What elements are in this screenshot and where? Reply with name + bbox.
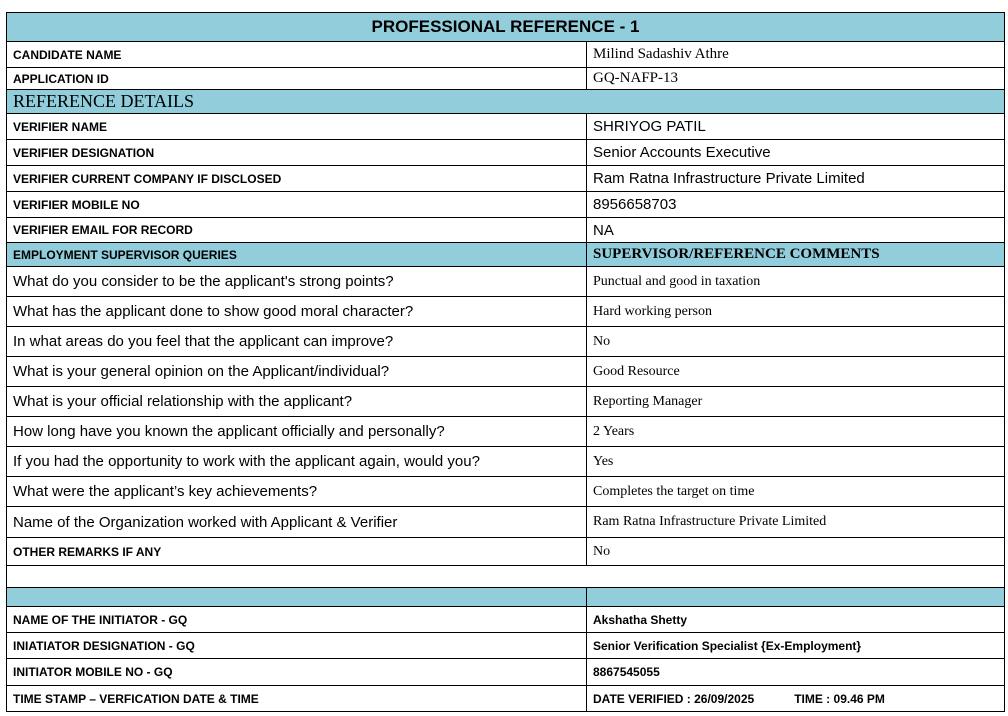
blank-blue-cell: [7, 588, 587, 607]
answer: Punctual and good in taxation: [587, 267, 1005, 297]
time-verified: TIME : 09.46 PM: [794, 691, 885, 706]
answer: Good Resource: [587, 357, 1005, 387]
answer: Reporting Manager: [587, 387, 1005, 417]
verifier-mobile-label: VERIFIER MOBILE NO: [7, 192, 587, 218]
question: How long have you known the applicant officially and personally?: [7, 417, 587, 447]
reference-table: [6, 12, 1005, 712]
answer: 2 Years: [587, 417, 1005, 447]
answer: Yes: [587, 447, 1005, 477]
verifier-designation-label: VERIFIER DESIGNATION: [7, 140, 587, 166]
initiator-name-label: NAME OF THE INITIATOR - GQ: [7, 607, 587, 633]
initiator-mobile-label: INITIATOR MOBILE NO - GQ: [7, 659, 587, 686]
verifier-designation-value: Senior Accounts Executive: [587, 140, 1005, 166]
verifier-name-value: SHRIYOG PATIL: [587, 114, 1005, 140]
timestamp-label: TIME STAMP – VERFICATION DATE & TIME: [7, 686, 587, 712]
reference-details-heading: REFERENCE DETAILS: [7, 90, 1005, 114]
timestamp-value: [587, 686, 1005, 712]
answer: Ram Ratna Infrastructure Private Limited: [587, 507, 1005, 538]
queries-header: EMPLOYMENT SUPERVISOR QUERIES: [7, 243, 587, 267]
verifier-company-label: VERIFIER CURRENT COMPANY IF DISCLOSED: [7, 166, 587, 192]
blank-blue-cell: [587, 588, 1005, 607]
initiator-designation-label: INIATIATOR DESIGNATION - GQ: [7, 633, 587, 659]
answer: Completes the target on time: [587, 477, 1005, 507]
verifier-email-label: VERIFIER EMAIL FOR RECORD: [7, 218, 587, 243]
application-id-value: GQ-NAFP-13: [587, 68, 1005, 90]
initiator-designation-value: Senior Verification Specialist {Ex-Employment}: [587, 633, 1005, 659]
candidate-name-label: CANDIDATE NAME: [7, 42, 587, 68]
spacer-row: [7, 566, 1005, 588]
verifier-mobile-value: 8956658703: [587, 192, 1005, 218]
candidate-name-value: Milind Sadashiv Athre: [587, 42, 1005, 68]
answer: Hard working person: [587, 297, 1005, 327]
question: What is your general opinion on the Applicant/individual?: [7, 357, 587, 387]
comments-header: SUPERVISOR/REFERENCE COMMENTS: [587, 243, 1005, 267]
question: What do you consider to be the applicant's strong points?: [7, 267, 587, 297]
verifier-company-value: Ram Ratna Infrastructure Private Limited: [587, 166, 1005, 192]
question: If you had the opportunity to work with the applicant again, would you?: [7, 447, 587, 477]
other-remarks-value: No: [587, 538, 1005, 566]
initiator-name-value: Akshatha Shetty: [587, 607, 1005, 633]
verifier-name-label: VERIFIER NAME: [7, 114, 587, 140]
question: What were the applicant’s key achievements?: [7, 477, 587, 507]
question: What has the applicant done to show good moral character?: [7, 297, 587, 327]
page-title: PROFESSIONAL REFERENCE - 1: [7, 13, 1005, 42]
initiator-mobile-value: 8867545055: [587, 659, 1005, 686]
other-remarks-label: OTHER REMARKS IF ANY: [7, 538, 587, 566]
answer: No: [587, 327, 1005, 357]
question: In what areas do you feel that the applicant can improve?: [7, 327, 587, 357]
question: What is your official relationship with the applicant?: [7, 387, 587, 417]
date-verified: DATE VERIFIED : 26/09/2025: [593, 691, 755, 706]
verifier-email-value: NA: [587, 218, 1005, 243]
question: Name of the Organization worked with Applicant & Verifier: [7, 507, 587, 538]
application-id-label: APPLICATION ID: [7, 68, 587, 90]
